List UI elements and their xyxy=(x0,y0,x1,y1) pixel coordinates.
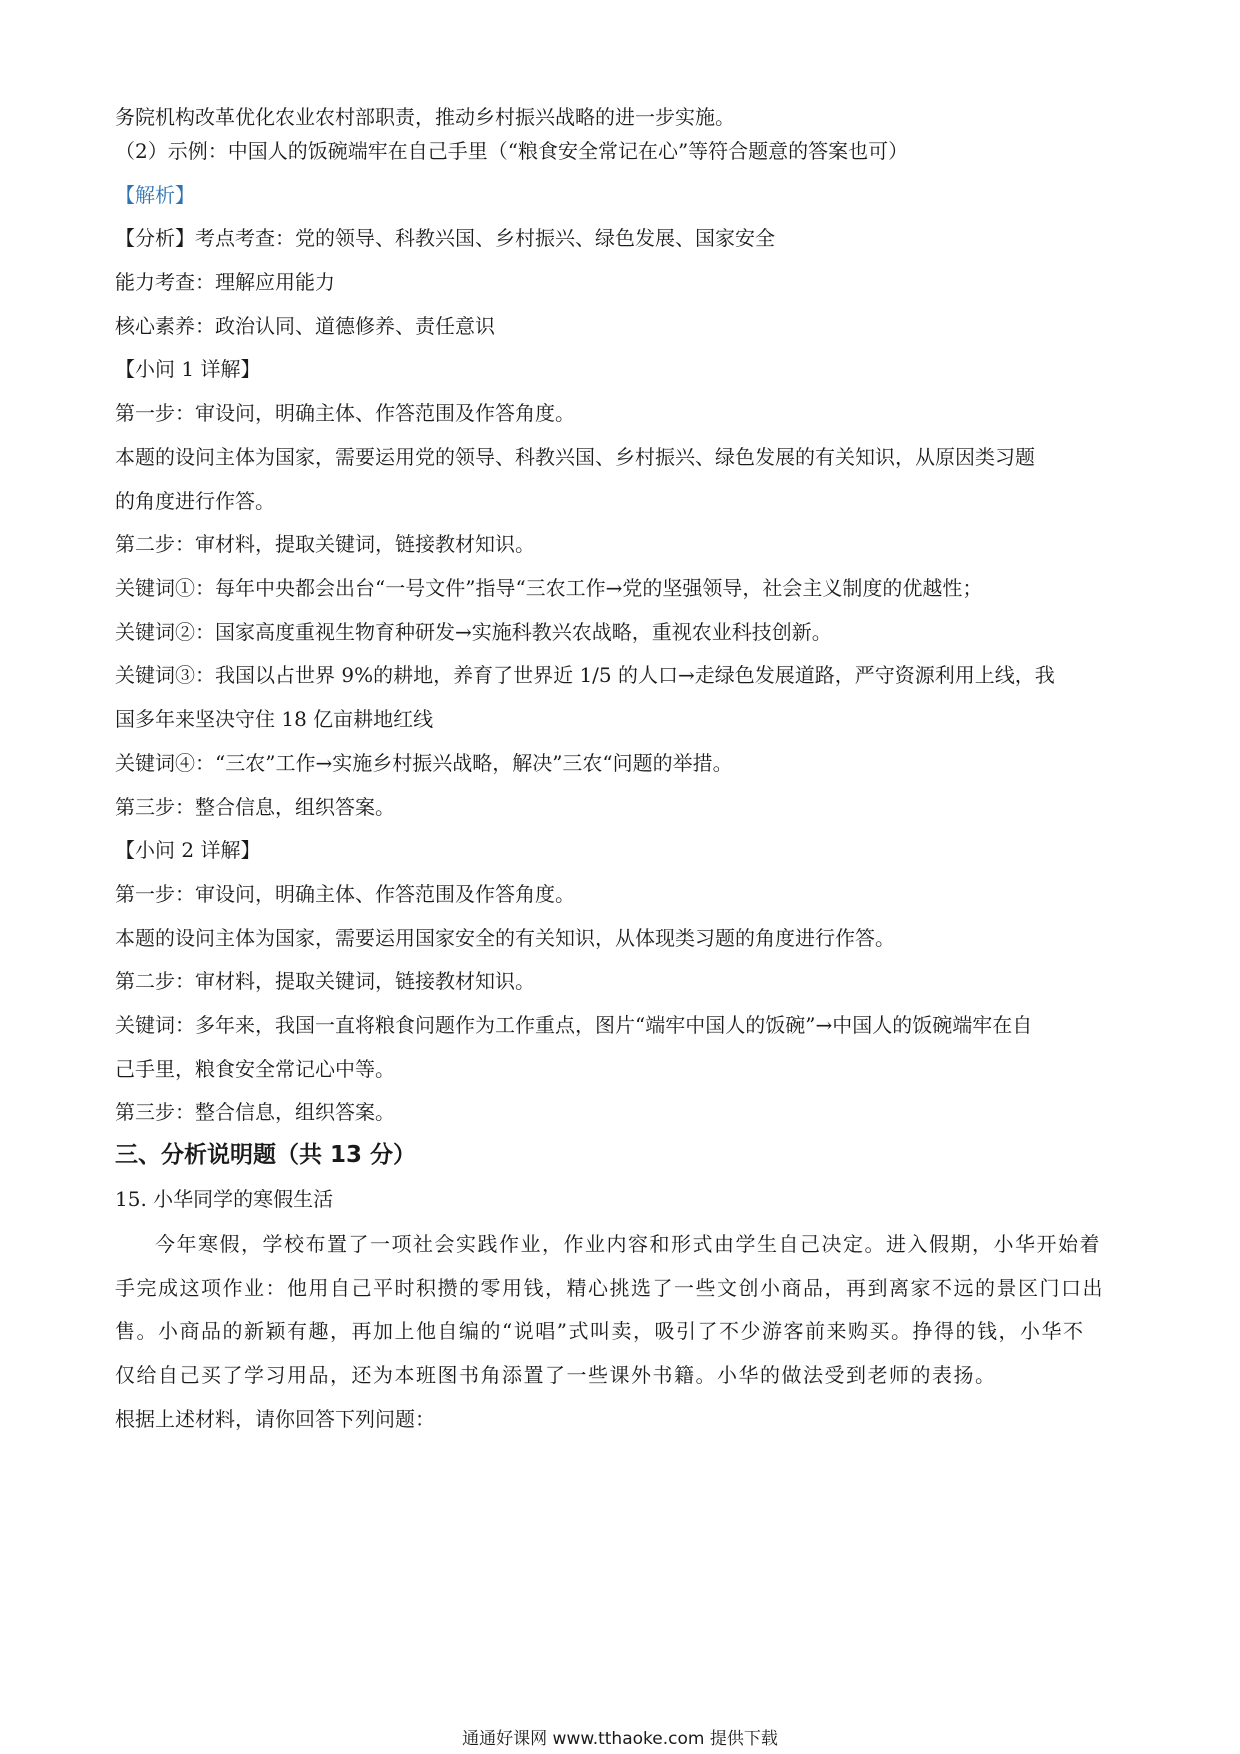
question-prompt: 根据上述材料，请你回答下列问题： xyxy=(115,1407,435,1431)
step-3-line: 第三步：整合信息，组织答案。 xyxy=(115,795,395,819)
subquestion-1-heading: 【小问 1 详解】 xyxy=(115,357,261,381)
material-line-2: 手完成这项作业：他用自己平时积攒的零用钱，精心挑选了一些文创小商品，再到离家不远的景区门口出 xyxy=(115,1276,1104,1300)
core-literacy-line: 核心素养：政治认同、道德修养、责任意识 xyxy=(115,314,495,338)
analysis-heading: 【解析】 xyxy=(115,183,195,207)
material-line-4: 仅给自己买了学习用品，还为本班图书角添置了一些课外书籍。小华的做法受到老师的表扬。 xyxy=(115,1363,997,1387)
subquestion-2-heading: 【小问 2 详解】 xyxy=(115,838,261,862)
step-1-line: 第一步：审设问，明确主体、作答范围及作答角度。 xyxy=(115,401,575,425)
analysis-points: 【分析】考点考查：党的领导、科教兴国、乡村振兴、绿色发展、国家安全 xyxy=(115,226,775,250)
step-1-line-2: 第一步：审设问，明确主体、作答范围及作答角度。 xyxy=(115,882,575,906)
keyword-line-cont: 己手里，粮食安全常记心中等。 xyxy=(115,1057,395,1081)
step-3-line-2: 第三步：整合信息，组织答案。 xyxy=(115,1100,395,1124)
keyword-line: 关键词：多年来，我国一直将粮食问题作为工作重点，图片“端牢中国人的饭碗”→中国人的饭碗端牢在自 xyxy=(115,1013,1033,1037)
answer-example: （2）示例：中国人的饭碗端牢在自己手里（“粮食安全常记在心”等符合题意的答案也可） xyxy=(115,139,909,163)
keyword-2: 关键词②：国家高度重视生物育种研发→实施科教兴农战略，重视农业科技创新。 xyxy=(115,620,832,644)
subject-line-1-cont: 的角度进行作答。 xyxy=(115,489,275,513)
ability-line: 能力考查：理解应用能力 xyxy=(115,270,335,294)
step-2-line: 第二步：审材料，提取关键词，链接教材知识。 xyxy=(115,532,535,556)
keyword-1: 关键词①：每年中央都会出台“一号文件”指导“三农工作→党的坚强领导，社会主义制度的优越性； xyxy=(115,576,983,600)
material-line-3: 售。小商品的新颖有趣，再加上他自编的“说唱”式叫卖，吸引了不少游客前来购买。挣得的钱，小华不 xyxy=(115,1319,1085,1343)
page-footer: 通通好课网 www.tthaoke.com 提供下载 xyxy=(462,1729,778,1749)
keyword-3: 关键词③：我国以占世界 9%的耕地，养育了世界近 1/5 的人口→走绿色发展道路，严守资源利用上线，我 xyxy=(115,663,1055,687)
step-2-line-2: 第二步：审材料，提取关键词，链接教材知识。 xyxy=(115,969,535,993)
keyword-3-cont: 国多年来坚决守住 18 亿亩耕地红线 xyxy=(115,707,434,731)
text-line-1: 务院机构改革优化农业农村部职责，推动乡村振兴战略的进一步实施。 xyxy=(115,105,735,129)
keyword-4: 关键词④：“三农”工作→实施乡村振兴战略，解决”三农“问题的举措。 xyxy=(115,751,733,775)
subject-line-1: 本题的设问主体为国家，需要运用党的领导、科教兴国、乡村振兴、绿色发展的有关知识，从原因类习题 xyxy=(115,445,1035,469)
material-line-1: 今年寒假，学校布置了一项社会实践作业，作业内容和形式由学生自己决定。进入假期，小华开始着 xyxy=(155,1232,1101,1256)
section-title: 三、分析说明题（共 13 分） xyxy=(115,1142,417,1168)
question-title: 15. 小华同学的寒假生活 xyxy=(115,1187,334,1211)
subject-line-2: 本题的设问主体为国家，需要运用国家安全的有关知识，从体现类习题的角度进行作答。 xyxy=(115,926,895,950)
